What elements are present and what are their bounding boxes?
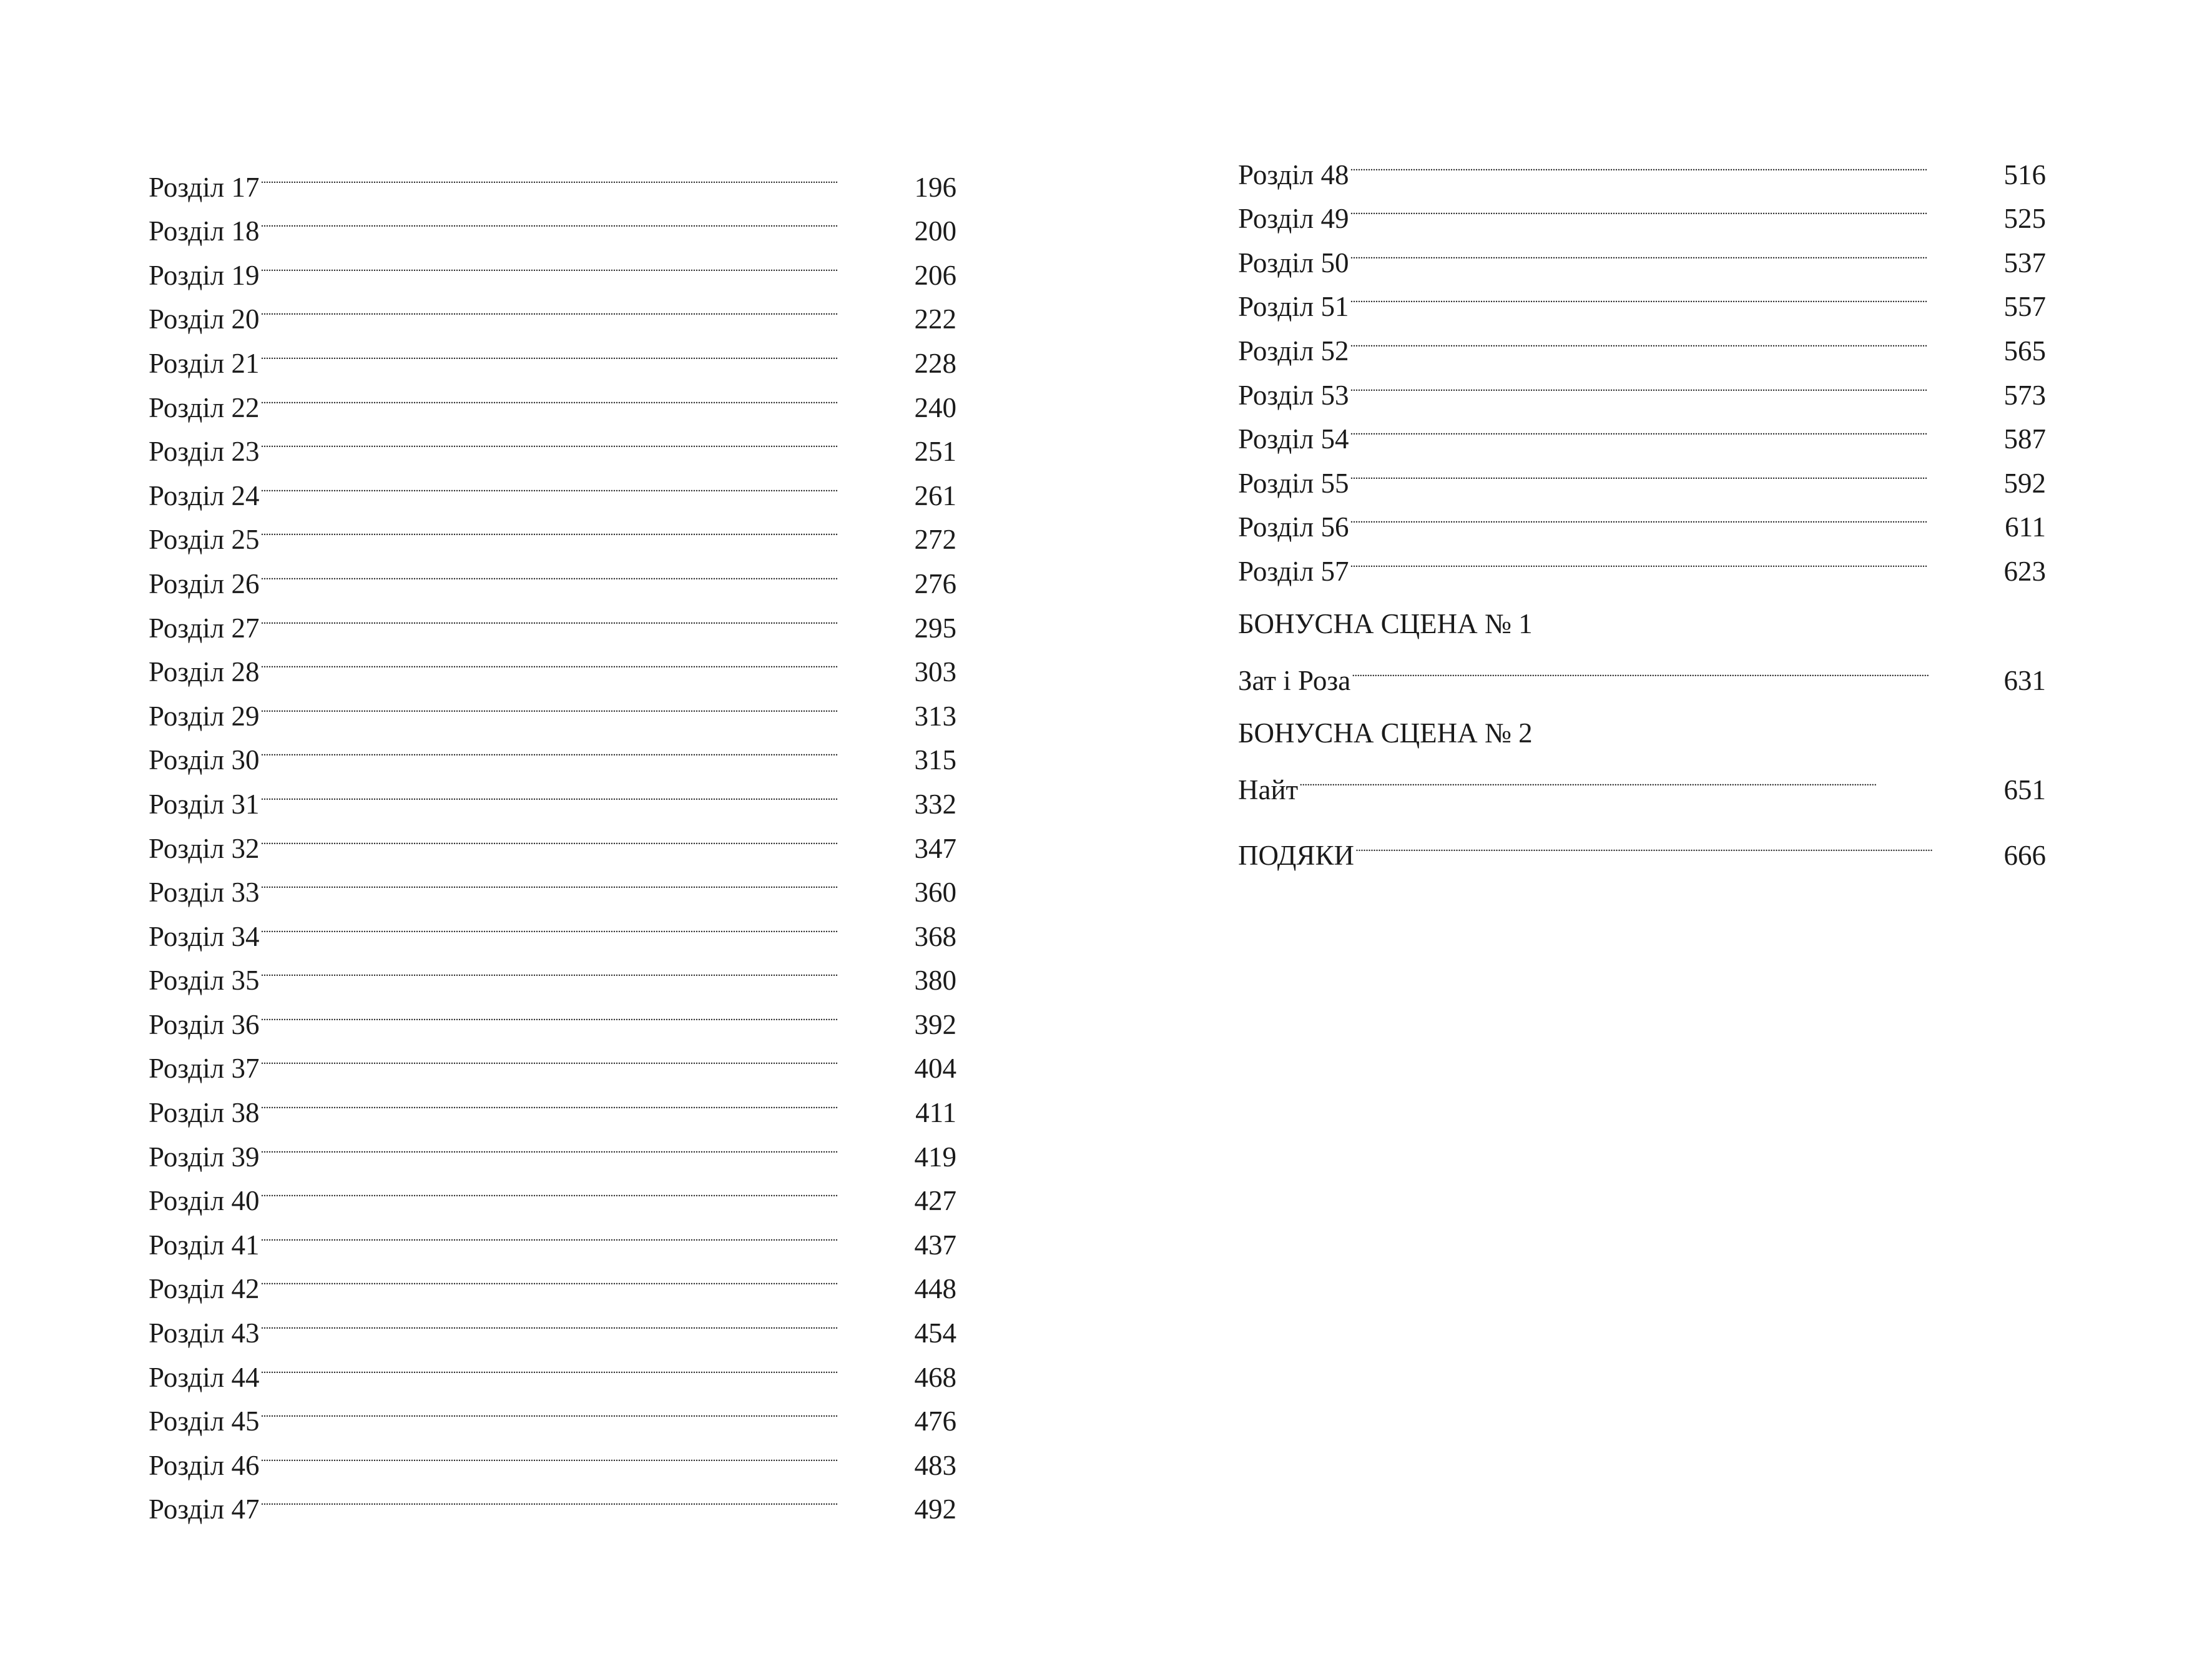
dot-leader [260,1166,913,1211]
toc-entry-title: Розділ 44 [149,1361,260,1393]
dot-leader [260,549,913,593]
toc-entry[interactable] [149,902,956,952]
toc-entry-page: 557 [2003,291,2046,323]
toc-entry-page: 483 [914,1449,956,1481]
toc-entry-title: Розділ 21 [149,347,260,379]
toc-entry-title: Розділ 19 [149,259,260,291]
toc-entry-page: 404 [914,1053,956,1085]
dot-leader [260,1122,913,1166]
toc-entry-title: Розділ 18 [149,215,260,247]
toc-entry[interactable] [149,197,956,247]
toc-entry[interactable] [149,858,956,908]
toc-entry-page: 411 [915,1097,956,1129]
dot-leader [260,814,913,858]
toc-entry[interactable] [149,417,956,468]
dot-leader [1350,316,2002,360]
toc-entry-page: 261 [914,480,956,511]
toc-entry-page: 631 [2003,665,2046,697]
dot-leader [260,858,913,902]
toc-entry-page: 251 [914,436,956,468]
dot-leader [1350,184,2002,229]
toc-entry-title: Розділ 27 [149,612,260,644]
toc-entry[interactable] [149,1166,956,1217]
toc-entry-page: 592 [2003,467,2046,499]
acknowledgments-entry[interactable] [1238,820,2046,871]
dot-leader [260,328,913,373]
toc-entry-title: Розділ 46 [149,1449,260,1481]
toc-entry[interactable] [149,638,956,688]
toc-entry-page: 537 [2003,247,2046,278]
toc-entry-page: 525 [2003,203,2046,235]
left-toc-list [149,152,956,1525]
dot-leader [260,990,913,1034]
toc-entry-title: Розділ 29 [149,700,260,732]
toc-entry-page: 448 [914,1273,956,1305]
toc-entry-title: Розділ 25 [149,524,260,556]
dot-leader [260,152,913,197]
dot-leader [260,417,913,461]
toc-entry[interactable] [149,240,956,291]
toc-entry[interactable] [149,1387,956,1437]
toc-entry-title: Розділ 38 [149,1097,260,1129]
dot-leader [260,1342,913,1387]
dot-leader [1299,756,2002,800]
toc-entry-page: 476 [914,1405,956,1437]
dot-leader [1352,646,2002,691]
toc-entry-page: 565 [2003,335,2046,367]
dot-leader [1355,820,2003,865]
toc-entry-page: 228 [914,347,956,379]
dot-leader [1350,140,2002,184]
bonus-scene-2-entry[interactable] [1238,756,2046,806]
toc-entry-title: Розділ 43 [149,1317,260,1349]
dot-leader [260,593,913,638]
toc-entry-title: Розділ 20 [149,303,260,335]
toc-entry-page: 313 [914,700,956,732]
toc-entry-page: 222 [914,303,956,335]
toc-entry-title: Розділ 57 [1238,555,1349,587]
toc-entry-page: 419 [914,1141,956,1173]
dot-leader [1350,272,2002,317]
toc-entry-page: 666 [2003,839,2046,871]
toc-entry[interactable] [1238,228,2046,278]
dot-leader [260,1387,913,1431]
toc-entry-title: Розділ 31 [149,788,260,820]
toc-entry[interactable] [149,505,956,556]
dot-leader [1350,493,2003,537]
toc-entry-page: 573 [2003,379,2046,411]
toc-entry-title: Розділ 22 [149,391,260,423]
toc-entry[interactable] [149,1122,956,1173]
bonus-scene-1-entry[interactable] [1238,646,2046,697]
toc-entry[interactable] [149,1475,956,1525]
toc-entry[interactable] [149,373,956,423]
bonus-scene-2-heading: БОНУСНА СЦЕНА № 2 [1238,717,1533,749]
dot-leader [260,461,913,505]
toc-entry-title: Розділ 45 [149,1405,260,1437]
toc-entry-title: Розділ 34 [149,920,260,952]
toc-entry-page: 240 [914,391,956,423]
toc-entry-title: Розділ 56 [1238,511,1349,543]
toc-entry-title: Розділ 51 [1238,291,1349,323]
toc-entry[interactable] [1238,272,2046,323]
toc-entry-title: Розділ 17 [149,171,260,203]
toc-entry-title: Розділ 54 [1238,423,1349,455]
toc-entry[interactable] [149,726,956,776]
toc-entry-title: Розділ 30 [149,744,260,776]
toc-entry[interactable] [149,1210,956,1261]
dot-leader [260,285,913,329]
toc-entry-title: Розділ 32 [149,832,260,864]
toc-entry-title: Розділ 41 [149,1229,260,1261]
toc-entry[interactable] [149,549,956,599]
toc-entry-title: Розділ 52 [1238,335,1349,367]
toc-entry[interactable] [1238,493,2046,543]
toc-entry[interactable] [149,1254,956,1305]
toc-entry-page: 196 [914,171,956,203]
dot-leader [260,902,913,946]
dot-leader [260,1254,913,1299]
dot-leader [1350,536,2002,581]
dot-leader [260,1078,914,1122]
toc-entry-page: 587 [2003,423,2046,455]
toc-entry[interactable] [149,1430,956,1481]
toc-entry-title: Розділ 36 [149,1008,260,1040]
toc-entry-title: Розділ 48 [1238,159,1349,190]
toc-entry-page: 492 [914,1494,956,1525]
toc-entry-page: 315 [914,744,956,776]
toc-entry-title: Розділ 49 [1238,203,1349,235]
toc-entry-page: 276 [914,568,956,599]
dot-leader [1350,228,2002,272]
toc-entry-title: Розділ 35 [149,965,260,997]
toc-entry[interactable] [149,1078,956,1129]
toc-entry-title: Розділ 28 [149,656,260,688]
toc-entry-page: 651 [2003,774,2046,806]
toc-entry-page: 347 [914,832,956,864]
right-toc-list [1238,140,2046,871]
toc-entry-title: Розділ 24 [149,480,260,511]
left-page [149,0,956,1659]
toc-entry[interactable] [149,990,956,1040]
toc-entry[interactable] [149,814,956,864]
toc-entry-page: 437 [914,1229,956,1261]
toc-entry-page: 303 [914,656,956,688]
dot-leader [260,1430,913,1475]
toc-entry-page: 392 [914,1008,956,1040]
dot-leader [1350,405,2002,449]
toc-entry-page: 468 [914,1361,956,1393]
toc-entry-title: Розділ 33 [149,877,260,908]
dot-leader [260,638,913,682]
toc-entry-title: Розділ 23 [149,436,260,468]
bonus-scene-1-heading: БОНУСНА СЦЕНА № 1 [1238,608,1533,639]
toc-entry[interactable] [149,769,956,820]
dot-leader [260,1034,913,1078]
toc-entry-title: ПОДЯКИ [1238,839,1354,871]
toc-entry-title: Розділ 42 [149,1273,260,1305]
dot-leader [1350,360,2002,405]
toc-entry-page: 623 [2003,555,2046,587]
toc-entry[interactable] [1238,184,2046,235]
toc-entry-title: Розділ 53 [1238,379,1349,411]
toc-entry-title: Розділ 39 [149,1141,260,1173]
dot-leader [1350,448,2002,493]
toc-entry-title: Розділ 50 [1238,247,1349,278]
toc-entry-page: 427 [914,1185,956,1217]
dot-leader [260,726,913,770]
toc-entry[interactable] [1238,448,2046,499]
dot-leader [260,769,913,814]
toc-entry[interactable] [1238,360,2046,411]
toc-entry-page: 332 [914,788,956,820]
dot-leader [260,240,913,285]
right-page [1238,0,2046,1659]
toc-entry-title: Розділ 40 [149,1185,260,1217]
toc-entry[interactable] [1238,316,2046,367]
toc-entry[interactable] [149,681,956,732]
toc-entry[interactable] [149,1298,956,1349]
toc-entry-page: 272 [914,524,956,556]
toc-entry[interactable] [149,1342,956,1393]
dot-leader [260,197,913,241]
toc-entry[interactable] [149,328,956,379]
toc-entry-page: 380 [914,965,956,997]
dot-leader [260,505,913,549]
toc-entry[interactable] [149,152,956,203]
toc-entry[interactable] [149,946,956,997]
right-chapter-entries [1238,140,2046,587]
toc-entry-page: 200 [914,215,956,247]
toc-entry-page: 454 [914,1317,956,1349]
toc-entry[interactable] [1238,140,2046,190]
dot-leader [260,1210,913,1254]
toc-entry-page: 368 [914,920,956,952]
toc-entry-page: 206 [914,259,956,291]
toc-entry-title: Розділ 26 [149,568,260,599]
toc-entry-title: Зат і Роза [1238,665,1351,697]
dot-leader [260,373,913,417]
dot-leader [260,1475,913,1519]
toc-entry[interactable] [149,1034,956,1085]
toc-entry[interactable] [149,461,956,511]
dot-leader [260,946,913,990]
toc-entry-title: Розділ 37 [149,1053,260,1085]
dot-leader [260,681,913,726]
toc-entry-page: 295 [914,612,956,644]
toc-entry-title: Найт [1238,774,1299,806]
toc-entry-page: 360 [914,877,956,908]
toc-entry[interactable] [149,593,956,644]
dot-leader [260,1298,913,1342]
toc-entry-page: 611 [2005,511,2046,543]
toc-entry-title: Розділ 55 [1238,467,1349,499]
toc-entry[interactable] [149,285,956,335]
toc-entry-page: 516 [2003,159,2046,190]
toc-entry[interactable] [1238,405,2046,455]
toc-entry-title: Розділ 47 [149,1494,260,1525]
toc-entry[interactable] [1238,536,2046,587]
